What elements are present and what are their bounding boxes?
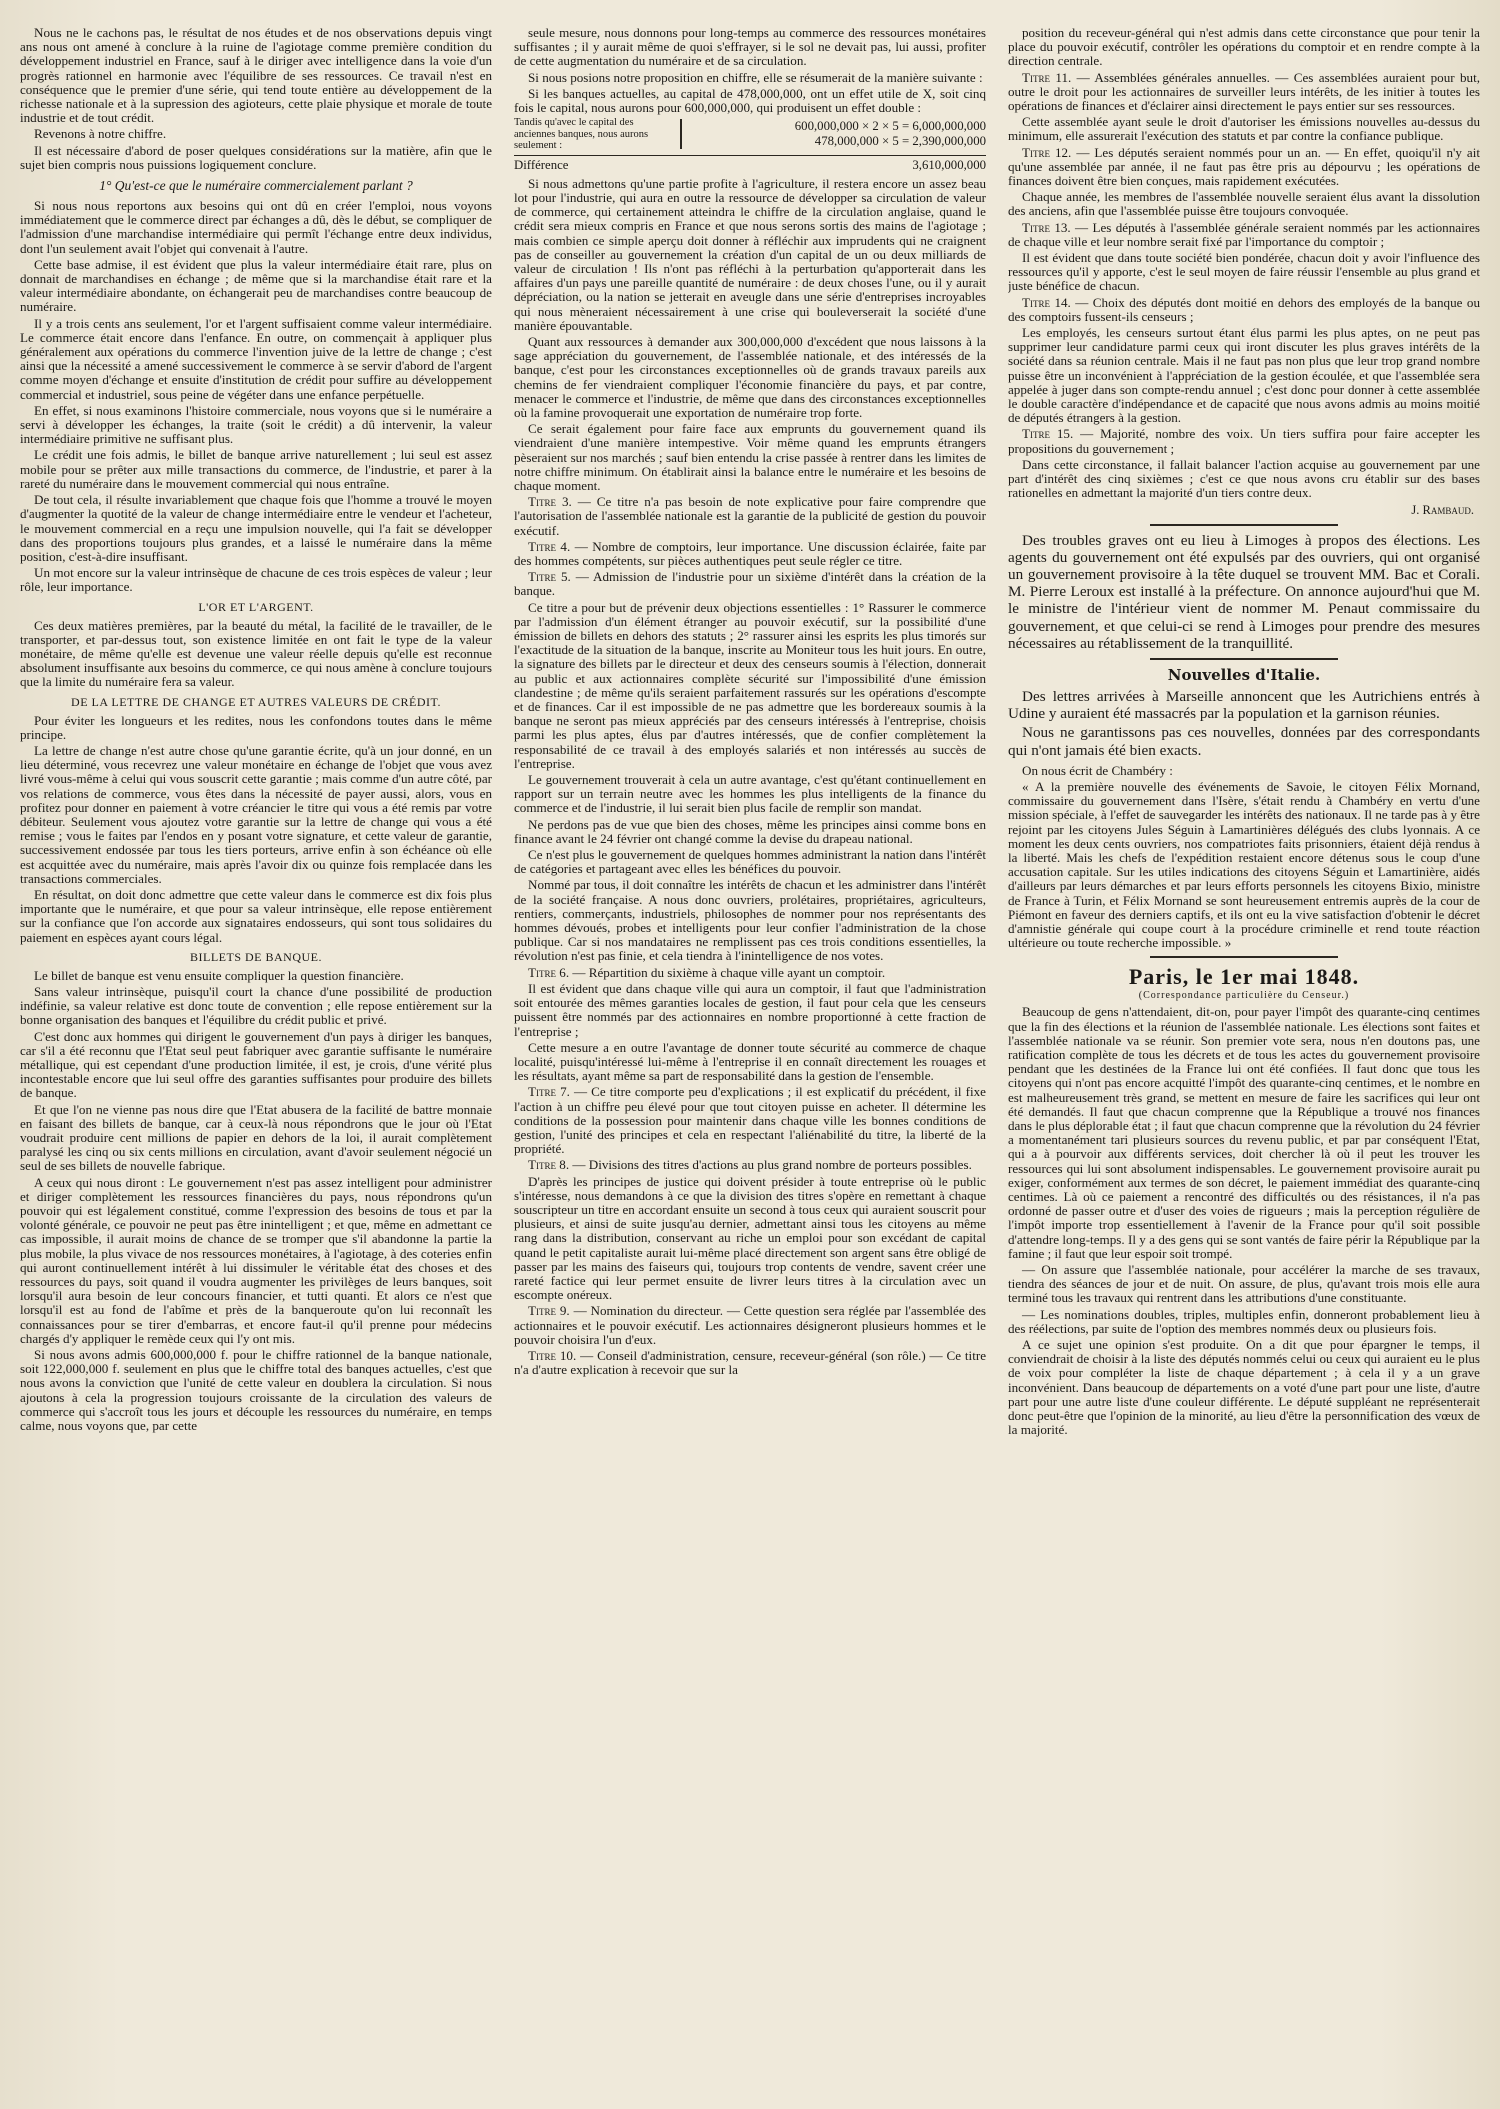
calculation-block bbox=[514, 117, 986, 173]
paragraph: C'est donc aux hommes qui dirigent le gouvernement d'un pays à diriger les banques, car s'il a été reconnu que l'Etat seul peut fabriquer avec garantie suffisante le numéraire métallique, qui est cependant d'une production limitée, il est, je crois, d'une vérité plus incontestable encore que lui seul offre des garanties suffisantes pour produire des billets de banque. bbox=[20, 1028, 492, 1101]
titre-paragraph bbox=[514, 1304, 986, 1347]
titre-label: Titre 13. bbox=[1022, 219, 1071, 235]
paragraph: Il est évident que dans chaque ville qui aura un comptoir, il faut que l'administration soit entourée des mêmes garanties locales de gestion, il faut pour cela que les censeurs puissent être nommés par des actionnaires en nombre proportionné à cette fraction de l'entreprise ; bbox=[514, 980, 986, 1039]
paragraph: position du receveur-général qui n'est admis dans cette circonstance que pour tenir la place du pouvoir exécutif, contrôler les opérations du comptoir et en rendre compte à la direction centrale. bbox=[1008, 26, 1480, 69]
section-heading: DE LA LETTRE DE CHANGE ET AUTRES VALEURS DE CRÉDIT. bbox=[71, 694, 441, 709]
quotation: « A la première nouvelle des événements de Savoie, le citoyen Félix Mornand, commissaire du gouvernement dans l'Isère, s'était rendu à Chambéry en vertu d'une mission spéciale, à l'effet de sauvegarder les intérêts des nationaux. Il ne tarde pas à y être rejoint par les citoyens Jules Séguin à Lamartinières délégués des clubs lyonnais. A ce moment les deux cents ouvriers, nos compatriotes faits prisonniers, étaient déjà rendus à la liberté. Mais les chefs de l'expédition restaient encore détenus sous le coup d'une accusation capitale. Sur les utiles indications des citoyens Séguin et Lamartinière, aidés d'ailleurs par leurs démarches et par leurs efforts personnels les citoyens Bixio, ministre de France à Turin, et Félix Mornand se sont heureusement entremis auprès de la cour de Piémont en faveur des derniers captifs, et ils ont eu la vive satisfaction d'obtenir le décret d'amnistie générale qui coupe court à la procédure criminelle et rend toute réaction ultérieure ou toute recherche impossible. » bbox=[1008, 778, 1480, 951]
paragraph: Ce titre a pour but de prévenir deux objections essentielles : 1° Rassurer le commerce par l'admission d'un élément étranger au pouvoir exécutif, sur la possibilité d'une émission de billets en dehors des statuts ; 2° rassurer ainsi les esprits les plus timorés sur l'exactitude de la situation de la banque, inscrite au Moniteur tous les huit jours. En outre, la signature des billets par le directeur et deux des censeurs soumis à l'élection, donnerait au public et aux actionnaires complète sécurité sur l'impossibilité d'une émission clandestine ; de même qu'ils seraient parfaitement rassurés sur les opérations d'escompte et de finances. Car il est impossible de ne pas admettre que les bordereaux soumis à la banque ne seront pas mieux appréciés par des censeurs intéressés à l'entreprise, choisis parmi les plus aptes, élus par d'autres intéressés, que de confier complètement la responsabilité de ce travail à des employés salariés et non intéressés au succès de l'entreprise. bbox=[514, 599, 986, 771]
titre-text: — Répartition du sixième à chaque ville ayant un comptoir. bbox=[572, 964, 886, 980]
paragraph: A ceux qui nous diront : Le gouvernement n'est pas assez intelligent pour administrer et diriger complètement les ressources financières du pays, nous répondrons qu'un pouvoir qui est légalement constitué, comme l'expression des besoins de tous et par la volonté générale, ce pouvoir ne peut pas être inintelligent ; et que, même en admettant ce cas impossible, il aurait moins de chance de se tromper que s'il abandonne la partie la plus mobile, la plus vivace de nos ressources monétaires, à l'agiotage, à des coteries enfin qui auront continuellement intérêt à lui dissimuler le véritable état des choses et des ressources du pays, soit quand il voudra augmenter les privilèges de leurs banques, soit lorsqu'il aura besoin de leur concours financier, et tutti quanti. Et alors ce n'est que lorsqu'il est au fond de l'abîme et près de la banqueroute qu'on lui reconnaît les connaissances pour se tirer d'embarras, et encore faut-il qu'il prenne pour médecins chargés d'y appliquer le remède ceux qui l'y ont mis. bbox=[20, 1174, 492, 1346]
titre-label: Titre 5. bbox=[528, 569, 571, 585]
difference-label: Différence bbox=[514, 157, 569, 172]
titre-text: — Nombre de comptoirs, leur importance. Une discussion éclairée, faite par des hommes compétents, sur pièces authentiques peut seule régler ce titre. bbox=[514, 538, 986, 568]
calculation-line: 600,000,000 × 2 × 5 = 6,000,000,000 bbox=[794, 119, 986, 134]
titre-label: Titre 12. bbox=[1022, 144, 1072, 160]
titre-paragraph bbox=[514, 570, 986, 598]
paragraph: Il y a trois cents ans seulement, l'or et l'argent suffisaient comme valeur intermédiaire. Le commerce était encore dans l'enfance. En outre, on commençait à appliquer plus généralement aux opérations du commerce l'invention juive de la lettre de change ; c'est ainsi que la nécessité a amené successivement le commerce à se servir d'abord de l'argent comme moyen d'échange et ensuite d'institution de crédit pour suffire au développement commercial et industriel, sous peine de végéter dans une enfance perpétuelle. bbox=[20, 315, 492, 402]
titre-text: — Admission de l'industrie pour un sixième d'intérêt dans la création de la banque. bbox=[514, 569, 986, 599]
paragraph: Si nous posions notre proposition en chiffre, elle se résumerait de la manière suivante : bbox=[528, 69, 983, 85]
titre-text: — Choix des députés dont moitié en dehors des employés de la banque ou des comptoirs fussent-ils censeurs ; bbox=[1008, 294, 1480, 324]
paragraph: Ne perdons pas de vue que bien des choses, même les principes ainsi comme bons en finance avant le 24 février ont changé comme la devise du drapeau national. bbox=[514, 816, 986, 846]
paragraph: De tout cela, il résulte invariablement que chaque fois que l'homme a trouvé le moyen d'augmenter la quotité de la valeur de change intermédiaire entre le vendeur et l'acheteur, le mouvement commercial en a reçu une impulsion nouvelle, qui l'a fait se développer dans des proportions toujours plus grandes, et a laissé le numéraire dans la même position, c'est-à-dire insuffisant. bbox=[20, 492, 492, 564]
titre-label: Titre 11. bbox=[1022, 69, 1072, 85]
paragraph: Ce serait également pour faire face aux emprunts du gouvernement quand ils viendraient d'une manière intempestive. Voir même quand les emprunts étrangers pèseraient sur nos marchés ; sauf bien entendu la crise passée à rentrer dans les limites de notre chiffre minimum. On établirait ainsi la balance entre le numéraire et les besoins de chaque moment. bbox=[514, 421, 986, 493]
titre-label: Titre 6. bbox=[528, 964, 570, 980]
paragraph: Si nous nous reportons aux besoins qui ont dû en créer l'emploi, nous voyons immédiatement que le commerce direct par échanges a dû, dès le début, se compliquer de l'admission d'une marchandise intermédiaire qui permît l'échange entre deux individus, dont l'un seulement avait l'objet qui convenait à l'autre. bbox=[20, 198, 492, 256]
paragraph: Dans cette circonstance, il fallait balancer l'action acquise au gouvernement par une part d'intérêt des cinq sixièmes ; c'est ce que nous avons cru établir sur des bases rationelles en admettant la majorité d'un tiers contre deux. bbox=[1008, 456, 1480, 501]
paragraph: Des lettres arrivées à Marseille annoncent que les Autrichiens entrés à Udine y auraient été massacrés par la population et la garnison réunies. bbox=[1008, 687, 1480, 723]
titre-paragraph bbox=[514, 1349, 986, 1377]
section-heading: BILLETS DE BANQUE. bbox=[190, 949, 322, 964]
column-left bbox=[20, 26, 492, 2089]
calculation-note: Tandis qu'avec le capital des anciennes banques, nous aurons seulement : bbox=[514, 117, 649, 152]
paragraph: — On assure que l'assemblée nationale, pour accélérer la marche de ses travaux, tiendra des séances de jour et de nuit. On assure, de plus, qu'avant trois mois elle aura terminé tous les travaux qui rentrent dans les attributions d'une constituante. bbox=[1008, 1262, 1480, 1306]
divider bbox=[1150, 658, 1339, 660]
paragraph: seule mesure, nous donnons pour long-temps au commerce des ressources monétaires suffisantes ; il y aurait même de quoi s'effrayer, si le sol ne devait pas, lui aussi, profiter de cette augmentation du numéraire et de sa circulation. bbox=[514, 26, 986, 69]
titre-label: Titre 14. bbox=[1022, 294, 1071, 310]
titre-text: — Les députés seraient nommés pour un an. — En effet, quoiqu'il n'y ait qu'une assemblée par année, il ne faut pas être pris au dépourvu ; les opérations de finances doivent être bien conçues, mais rapidement exécutées. bbox=[1008, 144, 1480, 189]
titre-paragraph bbox=[514, 495, 986, 538]
paragraph: Cette mesure a en outre l'avantage de donner toute sécurité au commerce de chaque localité, puisqu'intéressé lui-même à l'entreprise il en connaît directement les rouages et les résultats, ayant même sa part de responsabilité dans la gestion de l'ensemble. bbox=[514, 1039, 986, 1084]
paragraph: En effet, si nous examinons l'histoire commerciale, nous voyons que si le numéraire a servi à développer les échanges, la traite (soit le crédit) a dû intervenir, la valeur intermédiaire primitive ne suffisant plus. bbox=[20, 402, 492, 447]
paragraph: Des troubles graves ont eu lieu à Limoges à propos des élections. Les agents du gouvernement ont été expulsés par des ouvriers, qui ont organisé un gouvernement provisoire à la tête duquel se trouvent MM. Bac et Corali. M. Pierre Leroux est installé à la préfecture. On annonce aujourd'hui que M. le ministre de l'intérieur vient de nommer M. Penaut commissaire du gouvernement, et que celui-ci se rend à Limoges pour prendre des mesures nécessaires au rétablissement de la tranquillité. bbox=[1008, 531, 1480, 652]
paragraph: La lettre de change n'est autre chose qu'une garantie écrite, qu'à un jour donné, en un lieu déterminé, vous recevrez une valeur monétaire en échange de l'objet que vous avez livré vous-même à celui qui vous souscrit cette garantie ; mais comme d'un autre côté, par vos relations de commerce, vous êtes dans la nécessité de payer aussi, alors, vous en profitez pour donner en paiement à votre créancier le titre qui vous a été remis par votre débiteur. Seulement vous ajoutez votre garantie sur la lettre de change qui vous a été remise ; vous le faites par l'endos en y posant votre signature, et cette valeur de garantie, successivement endossée par tous les tiers porteurs, arrive enfin à son échéance où elle est acquittée avec du numéraire, mais après l'avoir dix ou quinze fois remplacée dans les transactions commerciales. bbox=[20, 742, 492, 886]
titre-label: Titre 10. bbox=[528, 1347, 577, 1363]
titre-text: — Majorité, nombre des voix. Un tiers suffira pour faire accepter les propositions du gouvernement ; bbox=[1008, 426, 1480, 456]
paragraph: Si les banques actuelles, au capital de 478,000,000, ont un effet utile de X, soit cinq fois le capital, nous aurons pour 600,000,000, qui produisent un effet double : bbox=[514, 85, 986, 116]
titre-paragraph bbox=[1008, 296, 1480, 324]
titre-label: Titre 15. bbox=[1022, 426, 1074, 442]
paragraph: Le gouvernement trouverait à cela un autre avantage, c'est qu'étant continuellement en rapport sur un terrain neutre avec les hommes les plus intelligents de la finance du commerce et de l'industrie, il lui serait bien plus facile de remplir son mandat. bbox=[514, 772, 986, 816]
calculation-total bbox=[514, 155, 986, 173]
paragraph: Ce n'est plus le gouvernement de quelques hommes administrant la nation dans l'intérêt de catégories et partageant avec elles les bénéfices du pouvoir. bbox=[514, 847, 986, 877]
italy-news bbox=[1008, 688, 1480, 759]
paragraph: Les employés, les censeurs surtout étant élus parmi les plus aptes, on ne peut pas supprimer leur candidature parmi ceux qui iront discuter les plus graves intérêts de la société dans sa réunion centrale. Mais il ne faut pas non plus que leur trop grand nombre puisse être un inconvénient à l'appréciation de la gestion écoulée, et que l'assemblée sera appelée à juger dans son compte-rendu annuel ; c'est donc pour donner à cette assemblée le double caractère d'indépendance et de capacité que nous avons admis au moins moitié de députés étrangers à la gestion. bbox=[1008, 325, 1480, 426]
paragraph: Le crédit une fois admis, le billet de banque arrive naturellement ; lui seul est assez mobile pour se prêter aux mille transactions du commerce, de l'industrie, et parer à la rareté du numéraire dans le mouvement commercial qui nous entraîne. bbox=[20, 447, 492, 491]
titre-paragraph bbox=[1008, 71, 1480, 114]
paragraph: A ce sujet une opinion s'est produite. On a dit que pour épargner le temps, il conviendrait de choisir à la liste des députés nommés celui ou ceux qui auraient eu le plus de voix pour compléter la liste de chaque département ; à cela il y a un grave inconvénient. Dans beaucoup de départements on a voté d'une part pour une liste, d'autre part pour une autre liste d'une couleur différente. Le député suppléant ne représenterait donc peut-être que l'opinion de la minorité, au lieu d'être la personnification des vœux de la majorité. bbox=[1008, 1337, 1480, 1438]
titre-text: — Divisions des titres d'actions au plus grand nombre de porteurs possibles. bbox=[572, 1157, 972, 1173]
titre-paragraph bbox=[514, 1085, 986, 1156]
divider bbox=[1150, 956, 1339, 958]
paragraph: En résultat, on doit donc admettre que cette valeur dans le commerce est dix fois plus importante que le numéraire, et que pour sa valeur intrinsèque, elle repose entièrement sur la confiance que l'on accorde aux signataires endosseurs, qui sont tous solidaires du paiement en espèces ayant cours légal. bbox=[20, 886, 492, 945]
titre-label: Titre 8. bbox=[528, 1157, 570, 1173]
paragraph: D'après les principes de justice qui doivent présider à toute entreprise où le public s'intéresse, nous demandons à ce que la division des titres s'opère en remettant à chaque souscripteur un titre en accordant ensuite un second à tous ceux qui auraient souscrit pour plusieurs, et ainsi de suite jusqu'au dernier, admettant ainsi tous les citoyens au même rang dans la distribution, conservant au riche un emploi pour son excédant de capital quand le petit capitaliste aurait lui-même placé directement son argent sans être obligé de passer par les mains des faiseurs qui, toujours trop contents de vendre, savent créer une rareté factice qui leur permet ensuite de livrer leurs titres à la circulation avec un escompte onéreux. bbox=[514, 1173, 986, 1303]
titre-text: — Nomination du directeur. — Cette question sera réglée par l'assemblée des actionnaires et le pouvoir exécutif. Les actionnaires désigneront plusieurs hommes et le pouvoir choisira l'un d'eux. bbox=[514, 1303, 986, 1347]
paragraph: Nous ne le cachons pas, le résultat de nos études et de nos observations depuis vingt ans nous ont amené à conclure à la ruine de l'agiotage comme première condition du développement industriel en France, sauf à le diriger avec intelligence dans la voie d'un progrès rationnel en harmonie avec l'équilibre de ses ressources. Ce travail n'est en conséquence que le premier d'une série, qui tend toute entière au développement de la richesse nationale et à la supression des agioteurs, cette plaie physique et morale de toute industrie et de tout crédit. bbox=[20, 26, 492, 126]
paragraph: Il est évident que dans toute société bien pondérée, chacun doit y avoir l'influence des ressources qu'il y apporte, c'est le seul moyen de faire réussir l'ensemble au plus grand et juste bénéfice de chacun. bbox=[1008, 250, 1480, 294]
titre-label: Titre 7. bbox=[528, 1084, 570, 1100]
titre-text: — Les députés à l'assemblée générale seraient nommés par les actionnaires de chaque ville et leur nombre serait fixé par l'importance du comptoir ; bbox=[1008, 219, 1480, 249]
paragraph: Chaque année, les membres de l'assemblée nouvelle seraient élus avant la dissolution des anciens, afin que l'assemblée puisse être toujours convoquée. bbox=[1008, 189, 1480, 219]
titre-text: — Ce titre comporte peu d'explications ; il est explicatif du précédent, il fixe l'action à un chiffre peu élevé pour que tout citoyen puisse en acheter. Il détermine les conditions de la possession pour maintenir dans chaque ville les bonnes conditions de gestion, l'unité des principes et cela en respectant l'aliénabilité du titre, la liberté de la propriété. bbox=[514, 1084, 986, 1157]
titre-paragraph bbox=[1008, 427, 1480, 455]
paragraph: Pour éviter les longueurs et les redites, nous les confondons toutes dans le même principe. bbox=[20, 712, 492, 742]
paragraph: — Les nominations doubles, triples, multiples enfin, donneront probablement lieu à des réélections, par suite de l'option des membres nommés deux ou plusieurs fois. bbox=[1008, 1306, 1480, 1336]
section-heading: L'OR ET L'ARGENT. bbox=[198, 599, 314, 614]
column-right bbox=[1008, 26, 1480, 2089]
paragraph: Revenons à notre chiffre. bbox=[34, 126, 167, 142]
paris-dateline-heading: Paris, le 1er mai 1848. bbox=[1128, 964, 1360, 990]
difference-value: 3,610,000,000 bbox=[912, 157, 986, 172]
paragraph: Sans valeur intrinsèque, puisqu'il court la chance d'une possibilité de production indéfinie, sa valeur relative est donc toute de convention ; elle repose entièrement sur la bonne organisation des banques et l'équilibre du crédit public et privé. bbox=[20, 983, 492, 1028]
paragraph: Nous ne garantissons pas ces nouvelles, données par des correspondants qui n'ont jamais été bien exacts. bbox=[1008, 724, 1480, 759]
titre-label: Titre 3. bbox=[528, 494, 572, 510]
titre-text: — Ce titre n'a pas besoin de note explicative pour faire comprendre que l'autorisation de l'assemblée nationale est la garantie de la publicité de gestion du pouvoir exécutif. bbox=[514, 494, 986, 538]
titre-label: Titre 4. bbox=[528, 538, 571, 554]
titre-text: — Assemblées générales annuelles. — Ces assemblées auraient pour but, outre le droit pour les actionnaires de surveiller leurs intérêts, de les initier à toutes les opérations de finances et d'éclairer ainsi directement le pays entier sur ses ressources. bbox=[1008, 69, 1480, 114]
italy-news-heading: Nouvelles d'Italie. bbox=[1167, 665, 1321, 684]
paragraph: Beaucoup de gens n'attendaient, dit-on, pour payer l'impôt des quarante-cinq centimes que la fin des élections et la réunion de l'assemblée nationale. Les élections sont faites et l'assemblée nationale va se réunir. Son premier vote sera, nous n'en doutons pas, une ratification complète de tous les décrets et de tous les actes du gouvernement provisoire pendant que les destinées de la France lui ont été confiées. Il faut donc que tous les citoyens qui n'ont pas encore acquitté l'impôt des quarante-cinq centimes, et le nombre en est malheureusement très grand, se mettent en mesure de faire les sacrifices qui leur ont été demandés. Il faut que chacun comprenne que la République a trouvé nos finances dans le plus déplorable état ; il faut que chacun comprenne que la révolution du 24 février a momentanément tari plusieurs sources du revenu public, et par par conséquent l'Etat, qui a à pourvoir aux différents services, doit chercher là où il peut les trouver les ressources qui lui sont absolument indispensables. Le gouvernement provisoire aurait pu exiger, conformément aux termes de son décret, le paiement immédiat des quarante-cinq centimes. Là où ce paiement a rencontré des difficultés ou des résistances, il n'a pas ordonné de passer outre et d'user des voies de rigueurs ; mais la perception régulière de l'impôt importe trop essentiellement à l'avenir de la France pour qu'il soit possible d'attendre long-temps. Il y a des gens qui se sont vantés de faire périr la République par la famine ; il faut que leur espoir soit trompé. bbox=[1008, 1004, 1480, 1261]
titre-paragraph bbox=[514, 540, 986, 568]
paragraph: Quant aux ressources à demander aux 300,000,000 d'excédent que nous laissons à la sage appréciation du gouvernement, de l'assemblée nationale, et des intéressés de la banque, c'est pour les circonstances exceptionnelles où de grands travaux pareils aux chemins de fer viendraient compliquer l'économie financière du pays, et par contre, menacer le commerce et l'industrie, de même que dans des circonstances exceptionnelles où la famine provoquerait une exportation de numéraire trop forte. bbox=[514, 333, 986, 420]
paragraph: On nous écrit de Chambéry : bbox=[1022, 762, 1173, 778]
column-middle bbox=[514, 26, 986, 2089]
paragraph: Cette assemblée ayant seule le droit d'autoriser les émissions nouvelles au-dessus du minimum, elle assurerait l'exécution des statuts et par contre la confiance publique. bbox=[1008, 114, 1480, 144]
titre-paragraph bbox=[1008, 221, 1480, 249]
author-signature: J. Rambaud. bbox=[1411, 502, 1474, 517]
titre-text: — Conseil d'administration, censure, receveur-général (son rôle.) — Ce titre n'a d'autre explication à recevoir que sur la bbox=[514, 1347, 986, 1378]
section-subtitle: 1° Qu'est-ce que le numéraire commercialement parlant ? bbox=[99, 178, 413, 194]
paragraph: Si nous avons admis 600,000,000 f. pour le chiffre rationnel de la banque nationale, soit 122,000,000 f. seulement en plus que le chiffre total des banques actuelles, c'est que nous avons la conviction que l'unité de cette valeur en doublera la circulation. Si nous ajoutons à cela la progression toujours croissante de la circulation des valeurs de commerce qui s'accroît tous les jours et découple les ressources du numéraire, en temps calme, nous voyons que, par cette bbox=[20, 1347, 492, 1434]
divider bbox=[1150, 524, 1339, 526]
limoges-article bbox=[1008, 532, 1480, 652]
paragraph: Il est nécessaire d'abord de poser quelques considérations sur la matière, afin que le sujet bien compris nous puissions logiquement conclure. bbox=[20, 142, 492, 172]
titre-label: Titre 9. bbox=[528, 1303, 570, 1319]
titre-paragraph bbox=[514, 1158, 986, 1172]
paragraph: Et que l'on ne vienne pas nous dire que l'Etat abusera de la facilité de battre monnaie en faisant des billets de banque, car à ceux-là nous répondrons que le jour où l'Etat voudrait produire cent millions de papier en dehors de la loi, il aurait complètement paralysé les cinq ou six cents millions en circulation, avant d'avoir seulement négocié un seul de ses billets de nouvelle fabrique. bbox=[20, 1101, 492, 1174]
titre-paragraph bbox=[1008, 146, 1480, 189]
paragraph: Ces deux matières premières, par la beauté du métal, la facilité de le travailler, de le transporter, et par-dessus tout, son existence limitée en ont fait le type de la valeur monétaire, de même qu'elle est devenue une valeur réelle depuis qu'elle est reconnue absolument insuffisante aux besoins du commerce, ce qui nous amène à conclure toujours que la limite du numéraire fera sa valeur. bbox=[20, 617, 492, 690]
calculation-line: 478,000,000 × 5 = 2,390,000,000 bbox=[814, 134, 986, 149]
paris-correspondence-subtitle: (Correspondance particulière du Censeur.) bbox=[1138, 990, 1350, 1002]
paragraph: Le billet de banque est venu ensuite compliquer la question financière. bbox=[34, 967, 404, 983]
paragraph: Un mot encore sur la valeur intrinsèque de chacune de ces trois espèces de valeur ; leur rôle, leur importance. bbox=[20, 565, 492, 595]
titre-paragraph bbox=[514, 966, 986, 980]
paragraph: Nommé par tous, il doit connaître les intérêts de chacun et les administrer dans l'intérêt de la société française. A nous donc ouvriers, prolétaires, propriétaires, agriculteurs, rentiers, commerçants, industriels, philosophes de nommer pour nos représentants des hommes dévoués, probes et intelligents pour leur confier l'administration de la chose publique. Car si nos mandataires ne remplissent pas ces trois conditions essentielles, la révolution n'est pas finie, et cela tiendra à l'inintelligence de nos votes. bbox=[514, 877, 986, 964]
paragraph: Si nous admettons qu'une partie profite à l'agriculture, il restera encore un assez beau lot pour l'industrie, qui aura en outre la ressource de développer sa circulation de valeur de commerce, qui certainement atteindra le chiffre de la circulation anglaise, quand le crédit sera mieux compris en France et que nous serons sortis des mains de l'agiotage ; mais combien ce simple aperçu doit donner à réfléchir aux imprudents qui ne craignent pas de conseiller au gouvernement la création d'un capital de un ou deux milliards de valeur de circulation ! Ils n'ont pas réfléchi à la perturbation qu'apporterait dans les affaires d'un pays une pareille quantité de numéraire : de deux choses l'une, ou il y aurait dépréciation, ou la nation se jetterait en aveugle dans une série d'entreprises incroyables qui nous mèneraient nécessairement à une crise qui bouleverserait la société d'une manière épouvantable. bbox=[514, 175, 986, 333]
paragraph: Cette base admise, il est évident que plus la valeur intermédiaire était rare, plus on donnait de marchandises en échange ; de même que si la marchandise était rare et la valeur intermédiaire abondante, on échangerait peu de marchandises contre beaucoup de numéraire. bbox=[20, 256, 492, 315]
